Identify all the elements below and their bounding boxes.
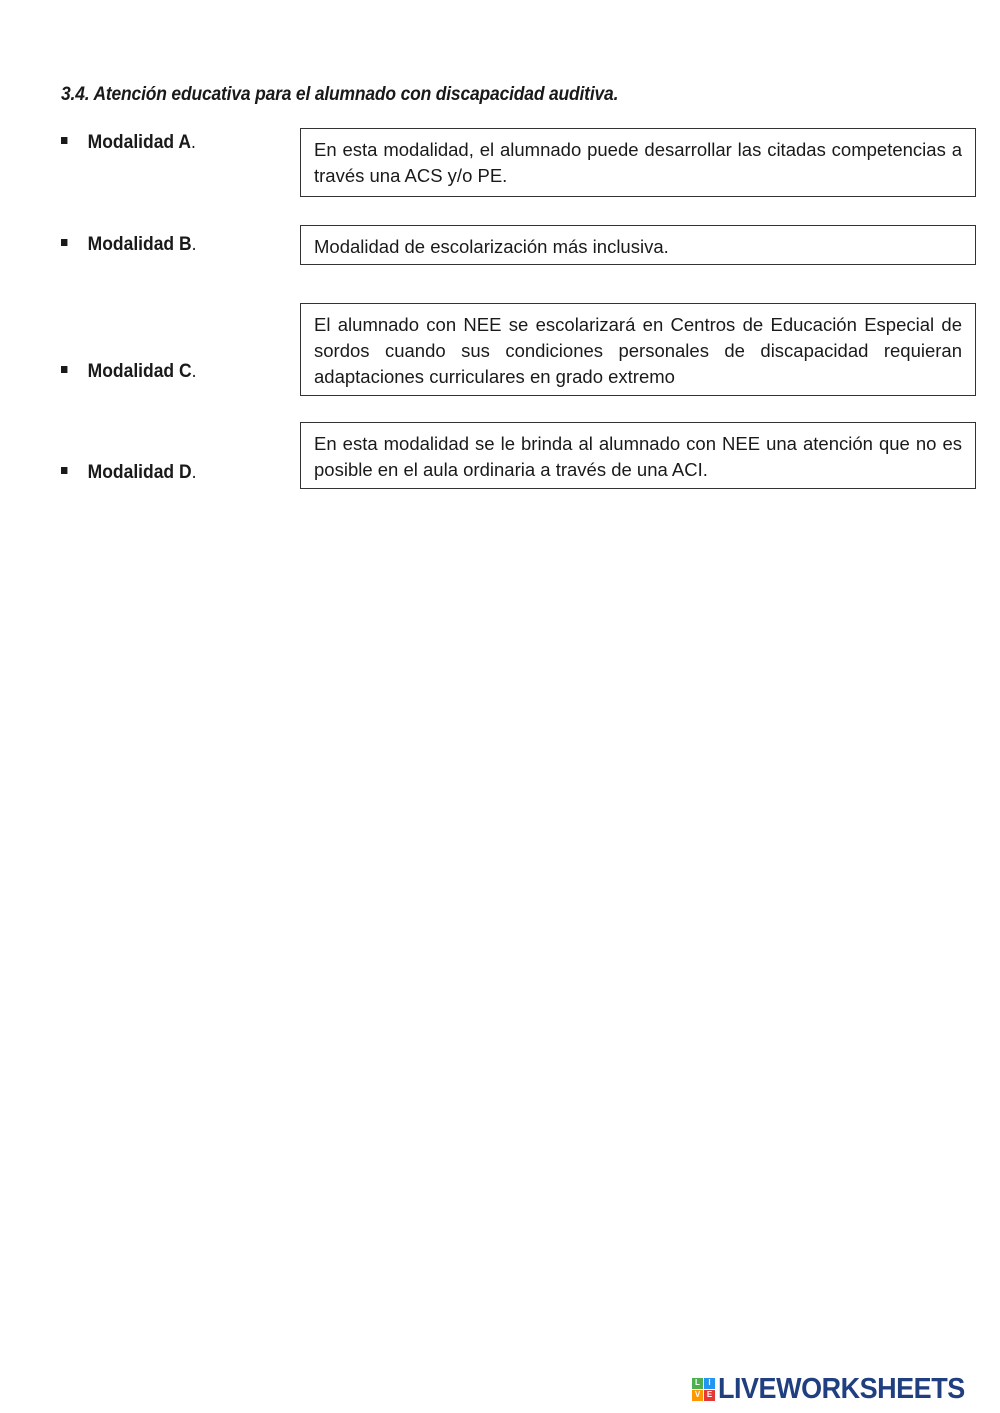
logo-mark-letter: I: [704, 1378, 715, 1389]
square-bullet-icon: [61, 467, 67, 474]
modalidad-a-label: [61, 132, 196, 154]
answer-box-b[interactable]: [300, 225, 976, 265]
square-bullet-icon: [61, 239, 67, 246]
modalidad-name: Modalidad C: [87, 361, 192, 382]
logo-mark-letter: V: [692, 1390, 703, 1401]
square-bullet-icon: [61, 137, 67, 144]
answer-box-d[interactable]: [300, 422, 976, 489]
modalidad-name: Modalidad D: [87, 462, 192, 483]
logo-mark-letter: E: [704, 1390, 715, 1401]
logo-wordmark: LIVEWORKSHEETS: [718, 1372, 965, 1405]
modalidad-name: Modalidad B: [87, 234, 192, 255]
modalidad-suffix: .: [190, 132, 196, 153]
answer-text-a: En esta modalidad, el alumnado puede desarrollar las citadas competencias a través una ACS y/o PE.: [314, 139, 962, 186]
answer-text-d: En esta modalidad se le brinda al alumnado con NEE una atención que no es posible en el aula ordinaria a través de una ACI.: [314, 433, 962, 480]
modalidad-name: Modalidad A: [87, 132, 191, 153]
section-heading: 3.4. Atención educativa para el alumnado con discapacidad auditiva.: [61, 84, 619, 105]
modalidad-suffix: .: [191, 462, 197, 483]
modalidad-d-label: [61, 462, 196, 484]
logo-mark-letter: L: [692, 1378, 703, 1389]
answer-box-a[interactable]: [300, 128, 976, 197]
answer-text-c: El alumnado con NEE se escolarizará en Centros de Educación Especial de sordos cuando sus condiciones personales de discapacidad requieran adaptaciones curriculares en grado extremo: [314, 314, 962, 387]
logo-mark-icon: [692, 1378, 715, 1401]
answer-text-b: Modalidad de escolarización más inclusiva.: [314, 236, 669, 257]
modalidad-suffix: .: [191, 234, 197, 255]
modalidad-b-label: [61, 234, 196, 256]
modalidad-suffix: .: [191, 361, 197, 382]
answer-box-c[interactable]: [300, 303, 976, 396]
liveworksheets-logo: [692, 1373, 983, 1405]
square-bullet-icon: [61, 366, 67, 373]
modalidad-c-label: [61, 361, 196, 383]
